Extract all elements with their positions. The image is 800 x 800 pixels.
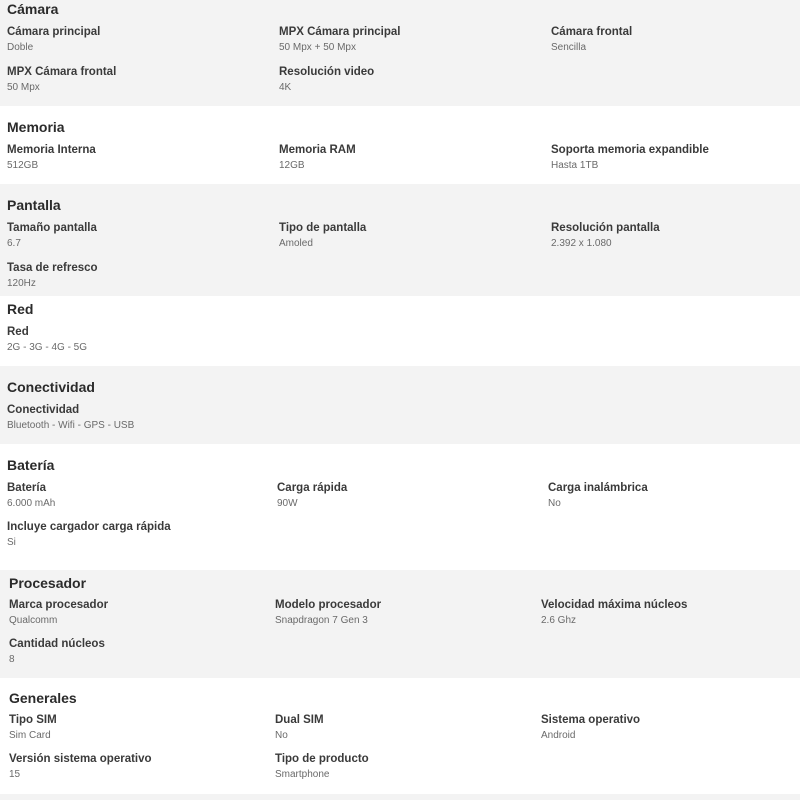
- spec-label: Tipo de pantalla: [279, 222, 367, 234]
- section-conectividad: [0, 366, 800, 444]
- spec-item-cantidad-nucleos: [9, 637, 105, 666]
- spec-value: 6.7: [7, 238, 21, 249]
- spec-value: Hasta 1TB: [551, 160, 599, 171]
- spec-label: Memoria Interna: [7, 144, 96, 156]
- spec-label: Tipo de producto: [275, 753, 369, 765]
- spec-value: 2.6 Ghz: [541, 615, 577, 626]
- spec-item-dual-sim: [275, 713, 324, 742]
- spec-label: Conectividad: [7, 404, 80, 416]
- spec-item-marca-procesador: [9, 598, 108, 627]
- spec-item-mpx-camara-principal: [279, 25, 400, 54]
- spec-item-tamano-pantalla: [7, 221, 97, 250]
- spec-item-camara-frontal: [551, 25, 632, 54]
- spec-value: 2G - 3G - 4G - 5G: [7, 342, 88, 353]
- spec-value: Smartphone: [275, 769, 330, 780]
- spec-value: Bluetooth - Wifi - GPS - USB: [7, 420, 135, 431]
- section-red: [0, 296, 800, 366]
- spec-item-resolucion-pantalla: [551, 221, 660, 250]
- spec-item-cargador-incluido: [7, 520, 171, 549]
- section-bateria: [0, 444, 800, 570]
- spec-value: Qualcomm: [9, 615, 58, 626]
- section-memoria: [0, 106, 800, 184]
- spec-label: Soporta memoria expandible: [551, 144, 709, 156]
- spec-label: Red: [7, 326, 29, 338]
- spec-item-tipo-sim: [9, 713, 57, 742]
- spec-item-carga-rapida: [277, 481, 347, 510]
- spec-value: Amoled: [279, 238, 313, 249]
- spec-item-memoria-expandible: [551, 143, 709, 172]
- spec-value: 4K: [279, 82, 292, 93]
- spec-item-camara-principal: [7, 25, 100, 54]
- spec-item-memoria-interna: [7, 143, 96, 172]
- section-title: Pantalla: [7, 197, 61, 213]
- spec-item-red: [7, 325, 87, 354]
- spec-item-tipo-pantalla: [279, 221, 366, 250]
- spec-item-version-sistema: [9, 752, 152, 781]
- section-title: Batería: [7, 457, 55, 473]
- spec-value: 120Hz: [7, 278, 36, 289]
- section-title: Conectividad: [7, 379, 95, 395]
- spec-label: Carga rápida: [277, 482, 348, 494]
- spec-label: MPX Cámara principal: [279, 26, 401, 38]
- spec-value: Sim Card: [9, 730, 51, 741]
- spec-item-sistema-operativo: [541, 713, 640, 742]
- spec-label: Cantidad núcleos: [9, 638, 105, 650]
- spec-value: 8: [9, 654, 15, 665]
- spec-value: 50 Mpx + 50 Mpx: [279, 42, 356, 53]
- spec-item-tipo-producto: [275, 752, 369, 781]
- spec-value: Doble: [7, 42, 34, 53]
- spec-label: Cámara principal: [7, 26, 101, 38]
- spec-value: 90W: [277, 498, 298, 509]
- spec-label: Tamaño pantalla: [7, 222, 97, 234]
- spec-item-mpx-camara-frontal: [7, 65, 116, 94]
- section-title: Red: [7, 301, 34, 317]
- section-title: Memoria: [7, 119, 65, 135]
- spec-value: 15: [9, 769, 21, 780]
- spec-label: Versión sistema operativo: [9, 753, 152, 765]
- section-generales: [0, 678, 800, 794]
- spec-label: Velocidad máxima núcleos: [541, 599, 688, 611]
- spec-value: 12GB: [279, 160, 305, 171]
- spec-value: 2.392 x 1.080: [551, 238, 612, 249]
- spec-label: Batería: [7, 482, 46, 494]
- section-title: Generales: [9, 690, 77, 706]
- spec-label: Cámara frontal: [551, 26, 633, 38]
- spec-label: MPX Cámara frontal: [7, 66, 117, 78]
- section-procesador: [0, 570, 800, 678]
- spec-item-tasa-refresco: [7, 261, 98, 290]
- spec-value: Si: [7, 537, 16, 548]
- spec-item-carga-inalambrica: [548, 481, 648, 510]
- section-next: [0, 794, 800, 800]
- spec-value: 512GB: [7, 160, 39, 171]
- spec-value: No: [548, 498, 561, 509]
- spec-label: Incluye cargador carga rápida: [7, 521, 171, 533]
- spec-item-modelo-procesador: [275, 598, 381, 627]
- section-title: Cámara: [7, 1, 59, 17]
- spec-value: Sencilla: [551, 42, 587, 53]
- spec-label: Resolución pantalla: [551, 222, 660, 234]
- spec-label: Sistema operativo: [541, 714, 641, 726]
- section-pantalla: [0, 184, 800, 296]
- spec-label: Dual SIM: [275, 714, 324, 726]
- spec-value: Android: [541, 730, 576, 741]
- spec-label: Marca procesador: [9, 599, 109, 611]
- spec-value: Snapdragon 7 Gen 3: [275, 615, 368, 626]
- section-title: Procesador: [9, 575, 87, 591]
- spec-label: Tipo SIM: [9, 714, 57, 726]
- spec-item-resolucion-video: [279, 65, 374, 94]
- spec-label: Resolución video: [279, 66, 375, 78]
- spec-value: 6.000 mAh: [7, 498, 56, 509]
- section-camara: [0, 0, 800, 106]
- spec-item-bateria: [7, 481, 55, 510]
- spec-value: No: [275, 730, 288, 741]
- spec-item-memoria-ram: [279, 143, 356, 172]
- spec-label: Modelo procesador: [275, 599, 382, 611]
- spec-item-conectividad: [7, 403, 134, 432]
- spec-item-velocidad-nucleos: [541, 598, 687, 627]
- spec-label: Memoria RAM: [279, 144, 356, 156]
- spec-label: Tasa de refresco: [7, 262, 98, 274]
- spec-label: Carga inalámbrica: [548, 482, 648, 494]
- spec-value: 50 Mpx: [7, 82, 40, 93]
